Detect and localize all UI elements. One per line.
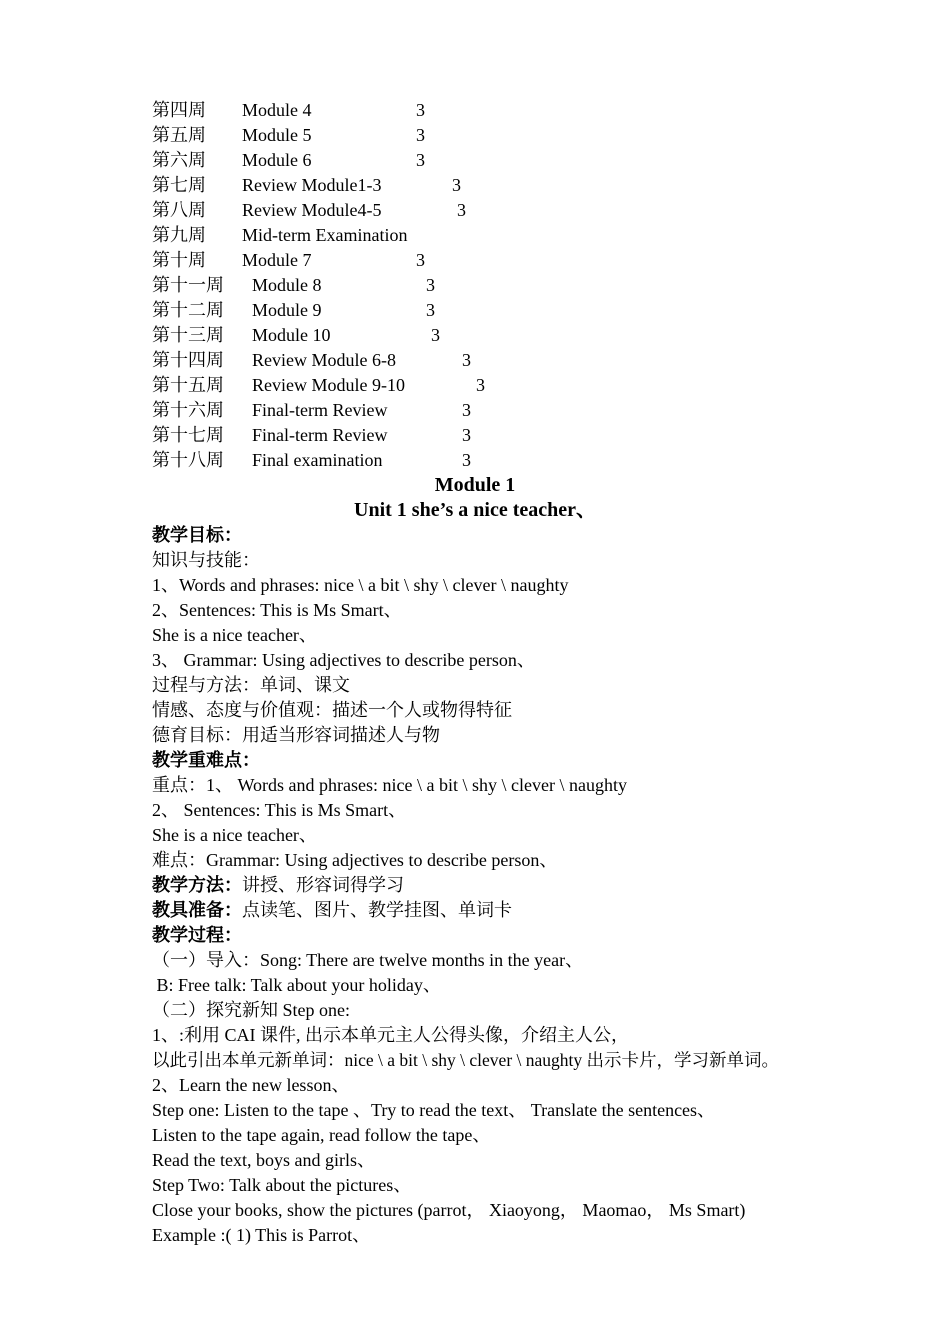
schedule-week: 第四周 <box>152 100 206 120</box>
objective-emotion: 情感、态度与价值观：描述一个人或物得特征 <box>152 700 512 720</box>
schedule-hours: 3 <box>462 400 471 420</box>
process-line: Step one: Listen to the tape 、Try to read the text、 Translate the sentences、 <box>152 1100 716 1120</box>
schedule-module: Review Module4-5 <box>242 200 382 220</box>
schedule-week: 第十七周 <box>152 425 224 445</box>
schedule-module: Module 8 <box>252 275 322 295</box>
schedule-module: Module 5 <box>242 125 312 145</box>
schedule-week: 第十六周 <box>152 400 224 420</box>
module-title: Module 1 <box>434 474 516 496</box>
schedule-week: 第十四周 <box>152 350 224 370</box>
schedule-week: 第十一周 <box>152 275 224 295</box>
process-line: （一）导入：Song: There are twelve months in the year、 <box>152 950 584 970</box>
schedule-hours: 3 <box>462 350 471 370</box>
schedule-module: Module 7 <box>242 250 312 270</box>
schedule-week: 第十五周 <box>152 375 224 395</box>
unit-title: Unit 1 she’s a nice teacher、 <box>354 499 596 521</box>
process-heading: 教学过程： <box>152 925 242 945</box>
objective-item: 3、 Grammar: Using adjectives to describe person、 <box>152 650 535 670</box>
schedule-hours: 3 <box>416 125 425 145</box>
schedule-week: 第六周 <box>152 150 206 170</box>
objective-item: She is a nice teacher、 <box>152 625 317 645</box>
schedule-module: Mid-term Examination <box>242 225 408 245</box>
schedule-week: 第七周 <box>152 175 206 195</box>
schedule-week: 第十周 <box>152 250 206 270</box>
schedule-week: 第八周 <box>152 200 206 220</box>
key-point: 2、 Sentences: This is Ms Smart、 <box>152 800 407 820</box>
objective-process: 过程与方法：单词、课文 <box>152 675 350 695</box>
schedule-hours: 3 <box>462 425 471 445</box>
key-point: 重点：1、 Words and phrases: nice \ a bit \ shy \ clever \ naughty <box>152 775 627 795</box>
schedule-module: Review Module 6-8 <box>252 350 396 370</box>
process-line: 2、Learn the new lesson、 <box>152 1075 350 1095</box>
process-line: 以此引出本单元新单词：nice \ a bit \ shy \ clever \ naughty 出示卡片，学习新单词。 <box>152 1050 780 1070</box>
schedule-module: Final-term Review <box>252 400 388 420</box>
process-line: 1、:利用 CAI 课件, 出示本单元主人公得头像，介绍主人公， <box>152 1025 629 1045</box>
schedule-module: Module 4 <box>242 100 312 120</box>
teaching-method-label: 教学方法： <box>152 875 242 895</box>
process-line: （二）探究新知 Step one: <box>152 1000 350 1020</box>
schedule-hours: 3 <box>476 375 485 395</box>
schedule-hours: 3 <box>431 325 440 345</box>
schedule-module: Module 9 <box>252 300 322 320</box>
schedule-module: Module 10 <box>252 325 331 345</box>
objective-item: 2、Sentences: This is Ms Smart、 <box>152 600 402 620</box>
schedule-week: 第十八周 <box>152 450 224 470</box>
schedule-hours: 3 <box>462 450 471 470</box>
schedule-week: 第十二周 <box>152 300 224 320</box>
schedule-module: Module 6 <box>242 150 312 170</box>
schedule-hours: 3 <box>426 275 435 295</box>
process-line: B: Free talk: Talk about your holiday、 <box>152 975 441 995</box>
process-line: Example :( 1) This is Parrot、 <box>152 1225 371 1245</box>
schedule-hours: 3 <box>452 175 461 195</box>
schedule-module: Review Module 9-10 <box>252 375 405 395</box>
teaching-method <box>152 873 404 898</box>
schedule-module: Final examination <box>252 450 383 470</box>
schedule-hours: 3 <box>416 250 425 270</box>
schedule-module: Review Module1-3 <box>242 175 382 195</box>
schedule-week: 第九周 <box>152 225 206 245</box>
schedule-hours: 3 <box>416 150 425 170</box>
difficulty-point: 难点：Grammar: Using adjectives to describe person、 <box>152 850 558 870</box>
schedule-hours: 3 <box>416 100 425 120</box>
objective-moral: 德育目标：用适当形容词描述人与物 <box>152 725 440 745</box>
teaching-tools-label: 教具准备： <box>152 900 242 920</box>
key-point: She is a nice teacher、 <box>152 825 317 845</box>
key-points-heading: 教学重难点： <box>152 750 260 770</box>
schedule-hours: 3 <box>457 200 466 220</box>
process-line: Listen to the tape again, read follow the tape、 <box>152 1125 491 1145</box>
schedule-week: 第十三周 <box>152 325 224 345</box>
process-line: Step Two: Talk about the pictures、 <box>152 1175 412 1195</box>
teaching-tools-value: 点读笔、图片、教学挂图、单词卡 <box>242 900 512 920</box>
process-line: Close your books, show the pictures (parrot， Xiaoyong， Maomao， Ms Smart) <box>152 1200 746 1220</box>
schedule-hours: 3 <box>426 300 435 320</box>
process-line: Read the text, boys and girls、 <box>152 1150 375 1170</box>
schedule-week: 第五周 <box>152 125 206 145</box>
knowledge-label: 知识与技能： <box>152 550 260 570</box>
schedule-module: Final-term Review <box>252 425 388 445</box>
teaching-method-value: 讲授、形容词得学习 <box>242 875 404 895</box>
objective-item: 1、Words and phrases: nice \ a bit \ shy \ clever \ naughty <box>152 575 569 595</box>
teaching-tools <box>152 898 512 923</box>
objectives-heading: 教学目标： <box>152 525 242 545</box>
